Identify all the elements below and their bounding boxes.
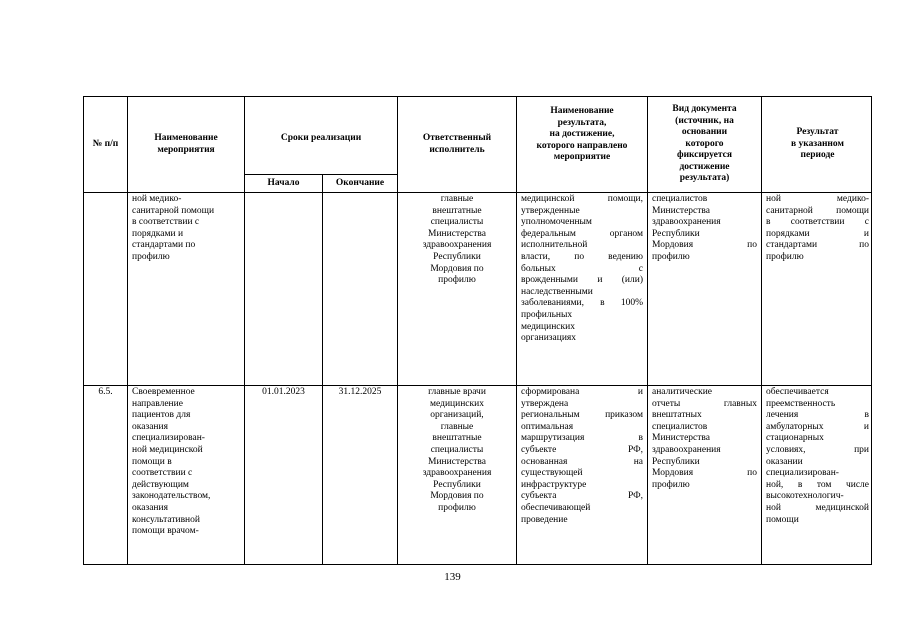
row1-name: ной медико- санитарной помощи в соответствии с порядками и стандартами по профилю [132, 194, 215, 262]
cell-line: сформирована и [521, 387, 643, 397]
cell-line: ной медицинской [766, 502, 869, 513]
cell-line: маршрутизация в [521, 433, 643, 444]
cell-line: инфраструктуре [521, 479, 587, 490]
cell-line: профилю [766, 251, 804, 262]
cell-line: аналитические [652, 387, 713, 397]
cell-line: внештатных [652, 410, 702, 421]
cell-line: Министерства [652, 205, 710, 216]
row1-result [517, 194, 647, 345]
cell-line: региональным приказом [521, 410, 643, 421]
row2-document [648, 387, 761, 491]
cell-line: больных с [521, 263, 643, 274]
header-result-period: Результат в указанном периоде [791, 127, 844, 160]
cell-line: медицинской помощи, [521, 194, 643, 204]
row1-document [648, 194, 761, 264]
cell-line: врожденными и (или) [521, 275, 643, 286]
cell-line: лечения в [766, 410, 869, 421]
row2-end-date: 31.12.2025 [338, 387, 382, 397]
cell-line: обеспечивающей [521, 502, 591, 513]
cell-line: утверждена [521, 398, 569, 409]
cell-line: санитарной помощи [766, 205, 869, 216]
cell-line: порядками и [766, 228, 869, 239]
cell-line: здравоохранения [652, 444, 721, 455]
header-end: Окончание [335, 177, 385, 188]
cell-line: высокотехнологич- [766, 491, 844, 502]
cell-line: медицинских [521, 321, 575, 332]
header-executor: Ответственный исполнитель [422, 133, 492, 155]
cell-line: Министерства [652, 433, 710, 444]
cell-line: Республики [652, 456, 700, 467]
cell-line: преемственность [766, 398, 836, 409]
row2-period-result [762, 387, 872, 526]
cell-line: помощи [766, 514, 799, 525]
header-result-name: Наименование результата, на достижение, которого направлено мероприятие [536, 106, 628, 162]
header-number: № п/п [92, 138, 119, 149]
cell-line: организациях [521, 333, 577, 344]
cell-line: власти, по ведению [521, 251, 643, 262]
cell-line: отчеты главных [652, 398, 757, 409]
cell-line: Республики [652, 228, 700, 239]
cell-line: обеспечивается [766, 387, 829, 397]
cell-line: амбулаторных и [766, 421, 869, 432]
cell-line: специалистов [652, 194, 708, 204]
cell-line: проведение [521, 514, 568, 525]
header-terms: Сроки реализации [280, 133, 362, 143]
cell-line: уполномоченным [521, 217, 592, 228]
cell-line: существующей [521, 468, 583, 479]
cell-line: стандартами по [766, 240, 869, 251]
cell-line: стационарных [766, 433, 824, 444]
header-name: Наименование мероприятия [154, 133, 218, 155]
cell-line: здравоохранения [652, 217, 721, 228]
grid-line [322, 174, 323, 565]
page-number: 139 [444, 571, 461, 583]
cell-line: условиях, при [766, 444, 869, 455]
cell-line: утвержденные [521, 205, 580, 216]
cell-line: основанная на [521, 456, 643, 467]
header-start: Начало [267, 177, 300, 188]
activities-table [83, 96, 872, 565]
cell-line: исполнительной [521, 240, 588, 251]
row2-name: Своевременное направление пациентов для оказания специализирован- ной медицинской помощи в соответствии с действующим законодательством, оказания консультативной помощи врачом- [132, 387, 211, 537]
cell-line: в соответствии с [766, 217, 869, 228]
header-document-type: Вид документа (источник, на основании которого фиксируется достижение результата) [672, 104, 737, 184]
cell-line: специалистов [652, 421, 708, 432]
cell-line: федеральным органом [521, 228, 643, 239]
row1-period-result [762, 194, 872, 264]
cell-line: ной, в том числе [766, 479, 869, 490]
cell-line: Мордовия по [652, 468, 757, 479]
cell-line: субъекте РФ, [521, 444, 643, 455]
cell-line: Мордовия по [652, 240, 757, 251]
cell-line: профилю [652, 251, 690, 262]
cell-line: оказании [766, 456, 803, 467]
cell-line: специализирован- [766, 468, 839, 479]
grid-line [84, 192, 872, 193]
cell-line: профильных [521, 309, 573, 320]
row2-executor: главные врачи медицинских организаций, главные внештатные специалисты Министерства здравоохранения Республики Мордовия по профилю [422, 387, 492, 513]
row1-executor: главные внештатные специалисты Министерства здравоохранения Республики Мордовия по профилю [422, 194, 492, 286]
row2-number: 6.5. [98, 387, 113, 397]
grid-line [84, 385, 872, 386]
cell-line: субъекта РФ, [521, 491, 643, 502]
cell-line: ной медико- [766, 194, 869, 204]
row2-result [517, 387, 647, 526]
cell-line: заболеваниями, в 100% [521, 298, 643, 309]
cell-line: профилю [652, 479, 690, 490]
row2-start-date: 01.01.2023 [262, 387, 305, 397]
cell-line: наследственными [521, 286, 593, 297]
cell-line: оптимальная [521, 421, 574, 432]
